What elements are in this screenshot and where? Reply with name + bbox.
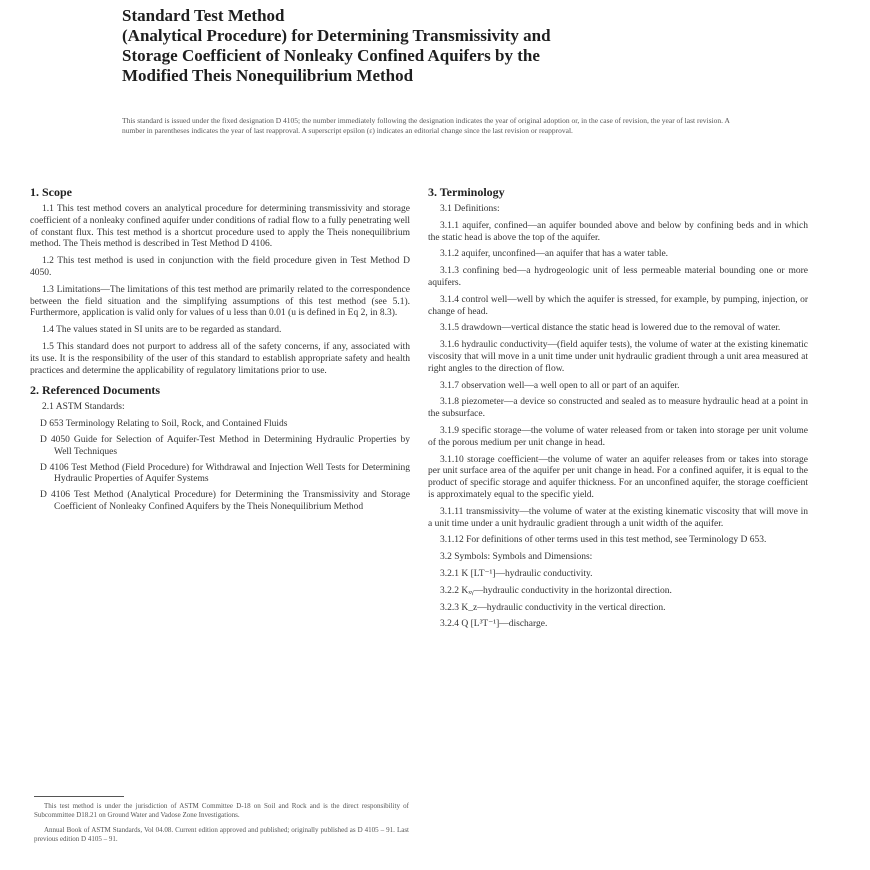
section-heading-scope: 1. Scope	[30, 185, 72, 199]
scope-paragraph: 1.4 The values stated in SI units are to be regarded as standard.	[42, 325, 282, 336]
document-title	[122, 6, 722, 86]
footnote: Annual Book of ASTM Standards, Vol 04.08. Current edition approved and published; originally published as D 4105 – 91. Last previous edition D 4105 – 91.	[34, 826, 409, 843]
terminology-paragraph: 3.1.10 storage coefficient—the volume of water an aquifer releases from or takes into storage per unit surface area of the aquifer per unit change in head. For a confined aquifer, it is equal to the product of specific storage and aquifer thickness. For an unconfined aquifer, the storage coefficient is approximately equal to the specific yield.	[428, 454, 808, 500]
terminology-paragraph: 3.1.8 piezometer—a device so constructed and sealed as to measure hydraulic head at a point in the subsurface.	[428, 397, 808, 420]
terminology-paragraph: 3.1 Definitions:	[440, 204, 500, 214]
footnotes	[34, 802, 409, 850]
footnote: This test method is under the jurisdiction of ASTM Committee D-18 on Soil and Rock and is the direct responsibility of Subcommittee D18.21 on Ground Water and Vadose Zone Investigations.	[34, 802, 409, 819]
terminology-paragraph: 3.1.4 control well—well by which the aquifer is stressed, for example, by pumping, injection, or change of head.	[428, 294, 808, 317]
terminology-paragraph: 3.1.5 drawdown—vertical distance the static head is lowered due to the removal of water.	[440, 323, 781, 334]
terminology-paragraph: 3.2.4 Q [L³T⁻¹]—discharge.	[440, 619, 548, 630]
scope-paragraph: 1.2 This test method is used in conjunction with the field procedure given in Test Method D 4050.	[30, 256, 410, 278]
right-column	[428, 182, 808, 636]
terminology-paragraph: 3.2 Symbols: Symbols and Dimensions:	[440, 552, 593, 563]
terminology-paragraph: 3.1.9 specific storage—the volume of water released from or taken into storage per unit volume of the porous medium per unit change in head.	[428, 425, 808, 448]
terminology-paragraph: 3.2.3 K_z—hydraulic conductivity in the vertical direction.	[440, 602, 666, 613]
title-line-2: (Analytical Procedure) for Determining Transmissivity and	[122, 26, 551, 45]
section-heading-terminology: 3. Terminology	[428, 185, 505, 199]
left-column	[30, 182, 410, 518]
footnote-divider	[34, 796, 124, 797]
terminology-paragraph: 3.1.7 observation well—a well open to all or part of an aquifer.	[440, 380, 680, 391]
title-line-1: Standard Test Method	[122, 6, 285, 25]
terminology-paragraph: 3.2.2 Kₓᵧ—hydraulic conductivity in the horizontal direction.	[440, 585, 672, 596]
reference-item: D 653 Terminology Relating to Soil, Rock, and Contained Fluids	[40, 419, 288, 430]
terminology-paragraph: 3.1.6 hydraulic conductivity—(field aquifer tests), the volume of water at the existing kinematic viscosity that will move in a unit time under unit hydraulic gradient through a unit area measured at right angles to the direction of flow.	[428, 340, 808, 374]
terminology-paragraph: 3.1.1 aquifer, confined—an aquifer bounded above and below by confining beds and in which the static head is above the top of the aquifer.	[428, 220, 808, 243]
terminology-paragraph: 3.1.12 For definitions of other terms used in this test method, see Terminology D 653.	[440, 535, 767, 546]
scope-paragraph: 1.1 This test method covers an analytical procedure for determining transmissivity and storage coefficient of a nonleaky confined aquifer under conditions of radial flow to a fully penetrating well of constant flux. This test method is a shortcut procedure used to apply the Theis nonequilibrium method. The Theis method is described in Test Method D 4106.	[30, 204, 410, 250]
scope-paragraph: 1.3 Limitations—The limitations of this test method are primarily related to the correspondence between the field situation and the simplifying assumptions of this test method (see 5.1). Furthermore, application is valid only for values of u less than 0.01 (u is defined in Eq 2, in 8.3).	[30, 284, 410, 319]
refs-intro: 2.1 ASTM Standards:	[42, 402, 125, 413]
scope-paragraph: 1.5 This standard does not purport to address all of the safety concerns, if any, associated with its use. It is the responsibility of the user of this standard to establish appropriate safety and health practices and determine the applicability of regulatory limitations prior to use.	[30, 341, 410, 376]
designation-note: This standard is issued under the fixed designation D 4105; the number immediately following the designation indicates the year of original adoption or, in the case of revision, the year of last revision. A number in parentheses indicates the year of last reapproval. A superscript epsilon (ε) indicates an editorial change since the last revision or reapproval.	[122, 116, 730, 135]
title-line-4: Modified Theis Nonequilibrium Method	[122, 66, 414, 85]
terminology-paragraph: 3.1.2 aquifer, unconfined—an aquifer that has a water table.	[440, 249, 669, 260]
title-line-3: Storage Coefficient of Nonleaky Confined Aquifers by the	[122, 46, 540, 65]
terminology-paragraph: 3.1.11 transmissivity—the volume of water at the existing kinematic viscosity that will move in a unit time under a unit hydraulic gradient through a unit width of the aquifer.	[428, 506, 808, 529]
reference-item: D 4050 Guide for Selection of Aquifer-Test Method in Determining Hydraulic Properties by Well Techniques	[40, 434, 410, 457]
reference-item: D 4106 Test Method (Field Procedure) for Withdrawal and Injection Well Tests for Determining Hydraulic Properties of Aquifer Systems	[40, 462, 410, 485]
terminology-paragraph: 3.1.3 confining bed—a hydrogeologic unit of less permeable material bounding one or more aquifers.	[428, 266, 808, 288]
reference-item: D 4106 Test Method (Analytical Procedure) for Determining the Transmissivity and Storage Coefficient of Nonleaky Confined Aquifers by the Theis Nonequilibrium Method	[40, 490, 410, 512]
terminology-paragraph: 3.2.1 K [LT⁻¹]—hydraulic conductivity.	[440, 568, 593, 579]
section-heading-referenced-documents: 2. Referenced Documents	[30, 383, 161, 398]
